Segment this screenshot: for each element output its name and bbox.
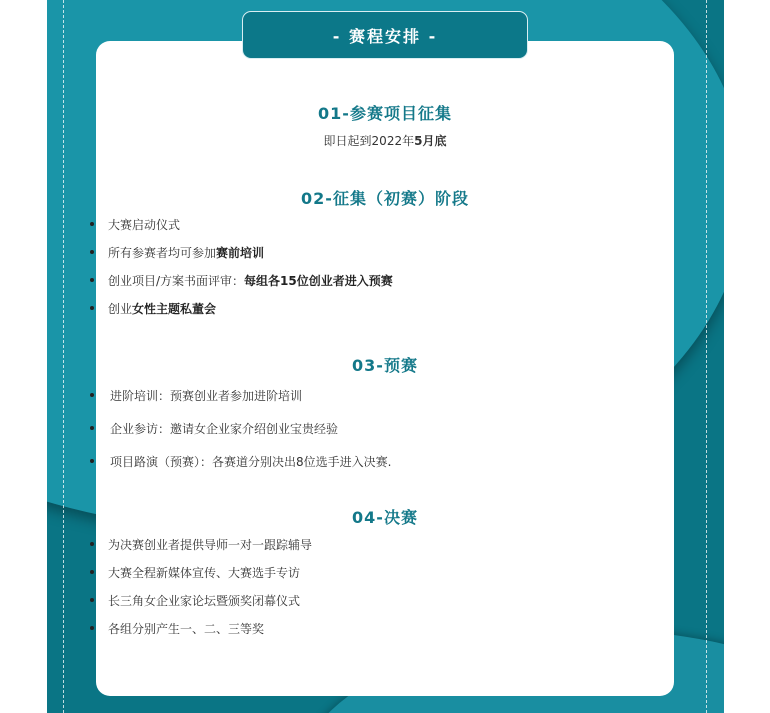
section-title-04: 04-决赛 xyxy=(352,508,418,527)
bullet-icon xyxy=(90,459,94,463)
section-01-date: 即日起到2022年5月底 xyxy=(323,134,447,148)
bullet-icon xyxy=(90,626,94,630)
section-title-03: 03-预赛 xyxy=(352,356,418,375)
schedule-header-tab xyxy=(242,11,528,59)
schedule-card: 01-参赛项目征集 即日起到2022年5月底 02-征集（初赛）阶段 大赛启动仪式 所有参赛者均可参加赛前培训 创业项目/方案书面评审：每组各15位创业者进入预赛 创业女性主题私董会 03-预赛 进阶培训：预赛创业者参加进阶培训 企业参访：邀请女企业家介绍创业宝贵经验 项目路演（预赛）：各赛道分别决出8位选手进入决赛. 04-决赛 为决赛创业者提供导师一对一跟踪辅导 大赛全程新媒体宣传、大赛选手专访 长三角女企业家论坛暨颁奖闭幕仪式 各组分别产生一、二、三等奖 xyxy=(96,41,674,696)
bullet-icon xyxy=(90,306,94,310)
bullet-icon xyxy=(90,278,94,282)
bullet-icon xyxy=(90,598,94,602)
section-title-01: 01-参赛项目征集 xyxy=(318,104,452,123)
dashed-border-right xyxy=(706,0,707,713)
dashed-border-left xyxy=(63,0,64,713)
bullet-icon xyxy=(90,250,94,254)
bullet-icon xyxy=(90,222,94,226)
bullet-icon xyxy=(90,426,94,430)
bullet-icon xyxy=(90,393,94,397)
bullet-icon xyxy=(90,542,94,546)
section-title-02: 02-征集（初赛）阶段 xyxy=(301,189,469,208)
header-title: - 赛程安排 - xyxy=(332,26,438,46)
bullet-icon xyxy=(90,570,94,574)
